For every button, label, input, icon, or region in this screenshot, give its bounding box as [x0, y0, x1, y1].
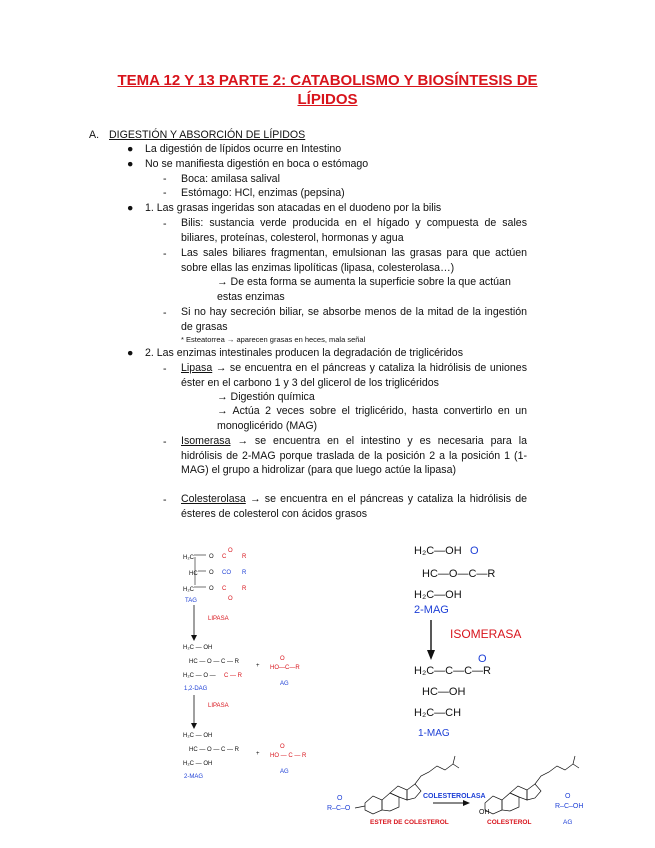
svg-text:C — R: C — R: [224, 673, 242, 679]
svg-text:+: +: [256, 663, 260, 669]
sub-boca: Boca: amilasa salival: [181, 173, 280, 185]
bullet-dot: ●: [127, 202, 134, 214]
svg-text:CO: CO: [222, 570, 231, 576]
svg-text:C: C: [222, 554, 227, 560]
dash: -: [163, 187, 167, 199]
dash: -: [163, 436, 167, 448]
arrow-line-cont: estas enzimas: [217, 291, 285, 303]
lipasa-paragraph: [181, 361, 527, 390]
ag-label-2: AG: [280, 769, 289, 775]
dash: -: [163, 307, 167, 319]
dash: -: [163, 248, 167, 260]
svg-text:H₂C — OH: H₂C — OH: [183, 645, 213, 651]
lipasa-text: → se encuentra en el páncreas y cataliza la hidrólisis de uniones éster en el carbono 1 y 3 del glicerol de los triglicéridos: [181, 362, 527, 389]
sub-sales-biliares: Las sales biliares fragmentan, emulsionan las grasas para que actúen sobre ellas las enzimas lipolíticas (lipasa, colesterolasa…): [181, 247, 527, 274]
svg-text:O: O: [209, 554, 214, 560]
mag1-row2: HC—OH: [422, 686, 466, 698]
dag-ag-group: HO—C—R: [270, 665, 300, 671]
sub-bilis: Bilis: sustancia verde producida en el hígado y compuesta de sales biliares, proteínas, colesterol, hormonas y agua: [181, 217, 527, 244]
colesterolasa-paragraph: [181, 492, 527, 521]
tag-hc: HC: [189, 571, 198, 577]
mag1-label: 1-MAG: [418, 728, 450, 739]
ester-label: ESTER DE COLESTEROL: [370, 819, 449, 826]
bullet-dot: ●: [127, 158, 134, 170]
page-title: [0, 71, 655, 109]
bullet-4: 2. Las enzimas intestinales producen la degradación de triglicéridos: [145, 347, 463, 359]
tag-r1: R: [242, 554, 247, 560]
sub-estomago: Estómago: HCl, enzimas (pepsina): [181, 187, 345, 199]
dash: -: [163, 173, 167, 185]
bullet-3: 1. Las grasas ingeridas son atacadas en el duodeno por la bilis: [145, 202, 442, 214]
figure-colesterolasa: [325, 748, 595, 828]
isomerasa-label: ISOMERASA: [450, 627, 522, 641]
mag2-row3: H₂C—OH: [414, 589, 462, 601]
mag2-row2: HC—O—C—R: [422, 568, 496, 580]
sub-secrecion: Si no hay secreción biliar, se absorbe menos de la mitad de la ingestión de grasas: [181, 306, 527, 333]
arrow-line: → De esta forma se aumenta la superficie sobre la que actúan: [217, 276, 511, 288]
figure-isomerasa: [400, 540, 560, 740]
lipasa-term: Lipasa: [181, 362, 213, 374]
isomerasa-paragraph: [181, 434, 527, 478]
bullet-2: No se manifiesta digestión en boca o estómago: [145, 158, 369, 170]
svg-text:C: C: [222, 586, 227, 592]
section-heading: DIGESTIÓN Y ABSORCIÓN DE LÍPIDOS: [109, 129, 306, 141]
mag2-o: O: [470, 545, 479, 557]
tag-label: TAG: [185, 598, 197, 604]
isomerasa-text: → se encuentra en el intestino y es necesaria para la hidrólisis de 2-MAG porque traslada de la posición 2 a la posición 1 (1-MAG) el grupo a hidrolizar (para que luego actúe la lipasa): [181, 435, 527, 476]
svg-text:O: O: [209, 570, 214, 576]
mag-label: 2-MAG: [184, 774, 204, 780]
svg-text:O: O: [228, 596, 233, 602]
tag-r3: R: [242, 586, 247, 592]
ester-o: O: [337, 795, 343, 802]
tag-o1: O: [228, 548, 233, 554]
svg-text:+: +: [256, 751, 260, 757]
bullet-dot: ●: [127, 347, 134, 359]
figure-tag-hydrolysis: [180, 545, 330, 785]
colesterolasa-label: COLESTEROLASA: [423, 793, 486, 800]
mag1-row3: H₂C—CH: [414, 707, 462, 719]
colesterolasa-term: Colesterolasa: [181, 493, 246, 505]
ag-label-bottom: AG: [563, 819, 573, 826]
tag-h2c-2: H₂C: [183, 587, 194, 593]
ag-formula: R–C–OH: [555, 803, 584, 810]
dag-label: 1,2-DAG: [184, 686, 208, 692]
svg-text:H₂C — OH: H₂C — OH: [183, 761, 213, 767]
svg-text:O: O: [280, 656, 285, 662]
lipasa-label-2: LIPASA: [208, 703, 229, 709]
lipasa-arrow-2: → Actúa 2 veces sobre el triglicérido, hasta convertirlo en un monoglicérido (MAG): [217, 405, 527, 432]
dash: -: [163, 363, 167, 375]
title-line-2: LÍPIDOS: [297, 91, 358, 108]
mag2-label: 2-MAG: [414, 604, 449, 616]
isomerasa-term: Isomerasa: [181, 435, 231, 447]
ag-o: O: [565, 793, 571, 800]
svg-text:R: R: [242, 570, 247, 576]
mag1-o: O: [478, 653, 487, 665]
svg-text:HC — O — C — R: HC — O — C — R: [189, 659, 240, 665]
dash: -: [163, 494, 167, 506]
lipasa-arrow-1: → Digestión química: [217, 391, 315, 403]
svg-text:O: O: [209, 586, 214, 592]
svg-text:H₂C — OH: H₂C — OH: [183, 733, 213, 739]
bullet-1: La digestión de lípidos ocurre en Intestino: [145, 143, 342, 155]
colesterol-label: COLESTEROL: [487, 819, 532, 826]
svg-text:HC — O — C — R: HC — O — C — R: [189, 747, 240, 753]
tag-h2c: H₂C: [183, 555, 194, 561]
bullet-dot: ●: [127, 143, 134, 155]
svg-text:H₂C — O —: H₂C — O —: [183, 673, 216, 679]
svg-text:O: O: [280, 744, 285, 750]
svg-text:HO — C — R: HO — C — R: [270, 753, 307, 759]
lipasa-label-1: LIPASA: [208, 616, 229, 622]
ester-group: R–C–O: [327, 805, 351, 812]
mag2-row1: H₂C—OH: [414, 545, 462, 557]
mag1-row1: H₂C—C—C—R: [414, 665, 491, 677]
colesterolasa-text: → se encuentra en el páncreas y cataliza la hidrólisis de ésteres de colesterol con ácidos grasos: [181, 493, 527, 520]
dash: -: [163, 218, 167, 230]
section-letter: A.: [89, 129, 100, 141]
title-line-1: TEMA 12 Y 13 PARTE 2: CATABOLISMO Y BIOSÍNTESIS DE: [117, 72, 538, 89]
colesterol-oh: OH: [479, 809, 490, 816]
note-esteatorrea: * Esteatorrea → aparecen grasas en heces, mala señal: [181, 335, 366, 344]
ag-label-1: AG: [280, 681, 289, 687]
